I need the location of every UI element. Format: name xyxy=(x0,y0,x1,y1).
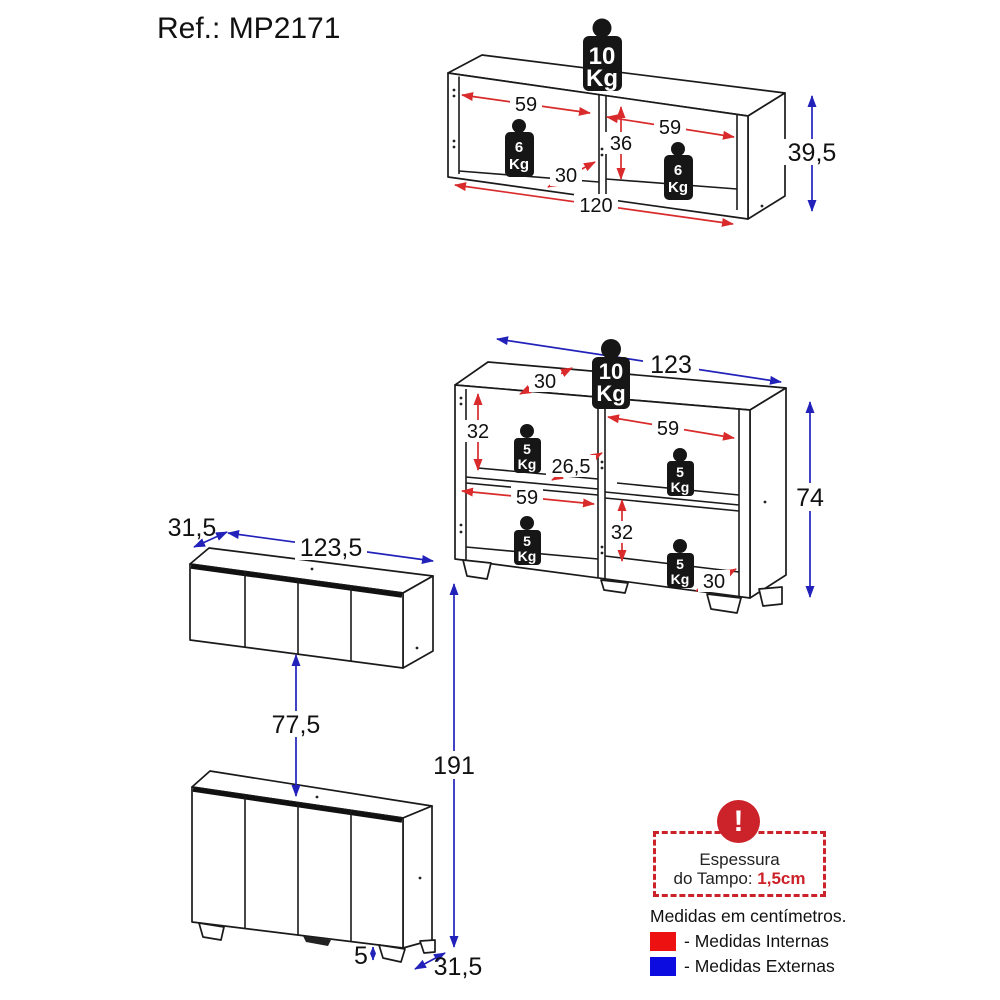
wall-shelf-diagram xyxy=(448,19,840,225)
dim-sideboard-shelf-depth xyxy=(546,453,602,480)
dim-label: 77,5 xyxy=(271,711,321,739)
dim-label: 26,5 xyxy=(551,456,591,478)
exclamation-icon: ! xyxy=(717,800,760,843)
warning-line2: do Tampo: 1,5cm xyxy=(673,869,806,888)
dim-label: 59 xyxy=(515,487,539,509)
legend-label: - Medidas Externas xyxy=(684,956,835,976)
dim-label: 120 xyxy=(579,195,613,217)
dim-total-height xyxy=(430,584,478,947)
dim-label: 31,5 xyxy=(433,953,483,981)
units-note: Medidas em centímetros. xyxy=(650,906,847,926)
weight-badge-10kg xyxy=(592,339,630,409)
svg-text:6: 6 xyxy=(673,162,683,179)
dim-label: 5 xyxy=(354,942,368,970)
warning-line1: Espessura xyxy=(699,850,780,869)
svg-text:Kg: Kg xyxy=(517,456,537,472)
legend-internal-measures xyxy=(650,931,829,952)
dim-label: 59 xyxy=(514,94,538,116)
dim-label: 123,5 xyxy=(299,534,363,562)
svg-text:Kg: Kg xyxy=(668,179,688,196)
front-views-diagram xyxy=(168,514,483,981)
dim-feet-height xyxy=(354,942,373,970)
dim-sideboard-height xyxy=(790,402,830,597)
dim-label: 30 xyxy=(702,571,726,593)
weight-badge-10kg xyxy=(583,19,622,93)
base-cabinet-front-view xyxy=(192,771,435,962)
legend-label: - Medidas Internas xyxy=(684,931,829,951)
dim-sideboard-bottom-depth xyxy=(696,569,736,593)
page-title: Ref.: MP2171 xyxy=(157,12,341,45)
dim-label: 74 xyxy=(796,484,824,512)
dim-wall-cabinet-depth xyxy=(168,514,227,547)
legend-external-measures xyxy=(650,956,835,977)
svg-text:Kg: Kg xyxy=(586,65,618,92)
dim-wall-shelf-height xyxy=(784,96,840,211)
svg-text:Kg: Kg xyxy=(509,156,529,173)
dim-label: 31,5 xyxy=(167,514,217,542)
dim-label: 59 xyxy=(658,117,682,139)
svg-text:Kg: Kg xyxy=(596,381,626,406)
dim-label: 30 xyxy=(554,165,578,187)
dim-label: 191 xyxy=(433,752,475,780)
wall-shelf-right-face xyxy=(748,93,785,219)
external-color-swatch xyxy=(650,957,676,976)
sideboard-diagram xyxy=(455,339,830,613)
svg-text:10: 10 xyxy=(588,43,616,70)
dim-label: 59 xyxy=(656,418,680,440)
dim-label: 32 xyxy=(466,421,490,443)
dim-label: 123 xyxy=(650,351,692,379)
dim-label: 30 xyxy=(533,371,557,393)
svg-text:10: 10 xyxy=(598,359,624,384)
svg-text:Kg: Kg xyxy=(670,571,690,587)
wall-cabinet-front-view xyxy=(190,548,433,668)
internal-color-swatch xyxy=(650,932,676,951)
dim-label: 36 xyxy=(609,133,633,155)
svg-text:5: 5 xyxy=(523,533,531,549)
dim-label: 32 xyxy=(610,522,634,544)
svg-text:Kg: Kg xyxy=(670,479,690,495)
svg-text:Kg: Kg xyxy=(517,548,537,564)
sideboard-right-face xyxy=(750,388,786,598)
dim-label: 39,5 xyxy=(787,139,837,167)
svg-text:5: 5 xyxy=(676,464,684,480)
dim-base-cabinet-depth xyxy=(415,953,482,981)
svg-text:5: 5 xyxy=(523,441,531,457)
svg-text:5: 5 xyxy=(676,556,684,572)
top-thickness-value: 1,5cm xyxy=(757,869,806,888)
dim-wall-to-base-gap xyxy=(268,655,324,796)
svg-text:6: 6 xyxy=(514,139,524,156)
